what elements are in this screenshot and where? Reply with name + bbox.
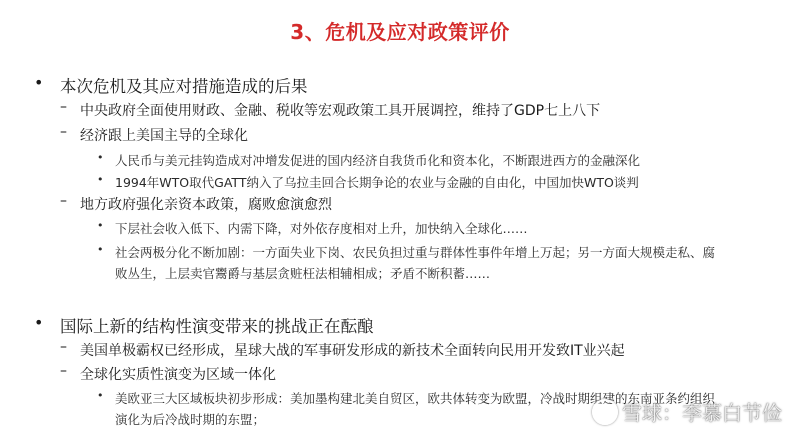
bullet-marker: • [34,73,44,92]
sub-list-item-text-line2: 败丛生，上层卖官鬻爵与基层贪赃枉法相辅相成；矛盾不断积蓄…… [115,266,491,281]
bullet-marker: • [97,389,104,402]
bullet-marker: • [97,219,104,232]
sub-list-item-continuation [115,410,265,428]
section-heading-text: 国际上新的结构性演变带来的挑战正在酝酿 [60,317,374,336]
section-heading-text: 本次危机及其应对措施造成的后果 [60,77,308,96]
sub-list-item [97,173,639,191]
bullet-marker: • [97,173,104,186]
sub-list-item-text: 1994年WTO取代GATT纳入了乌拉圭回合长期争论的农业与金融的自由化，中国加快WTO谈判 [115,175,639,190]
list-item [60,193,332,214]
list-item [60,99,601,120]
snowball-logo-icon [592,399,618,425]
section-heading [34,73,308,97]
list-item [60,339,625,360]
bullet-marker: • [34,313,44,332]
sub-list-item-text: 下层社会收入低下、内需下降，对外依存度相对上升，加快纳入全球化…… [115,221,528,236]
watermark-text: 雪球：李慕白节俭 [622,401,782,425]
bullet-marker: • [97,151,104,164]
bullet-marker: • [97,243,104,256]
sub-list-item-text-line1: 社会两极分化不断加剧：一方面失业下岗、农民负担过重与群体性事件年增上万起；另一方面大规模走私、腐 [115,245,716,260]
list-item [60,124,248,145]
sub-list-item-text-line1: 美欧亚三大区域板块初步形成：美加墨构建北美自贸区，欧共体转变为欧盟，冷战时期组建的东南亚条约组织 [115,391,716,406]
sub-list-item-text: 人民币与美元挂钩造成对冲增发促进的国内经济自我货币化和资本化，不断跟进西方的金融深化 [115,153,641,168]
list-item-text: 地方政府强化亲资本政策，腐败愈演愈烈 [80,197,332,213]
list-item-text: 美国单极霸权已经形成，星球大战的军事研发形成的新技术全面转向民用开发致IT业兴起 [80,343,625,359]
sub-list-item-text-line2: 演化为后冷战时期的东盟； [115,412,266,427]
watermark [592,397,782,426]
sub-list-item [97,219,528,237]
list-item-text: 经济跟上美国主导的全球化 [80,128,248,144]
dash-marker: – [60,363,67,379]
dash-marker: – [60,339,67,355]
sub-list-item [97,151,641,169]
list-item [60,363,276,384]
sub-list-item [97,243,716,261]
list-item-text: 全球化实质性演变为区域一体化 [80,367,276,383]
list-item-text: 中央政府全面使用财政、金融、税收等宏观政策工具开展调控，维持了GDP七上八下 [80,103,601,119]
section-heading [34,313,374,337]
dash-marker: – [60,193,67,209]
sub-list-item-continuation [115,264,490,282]
page-title: 3、危机及应对政策评价 [290,20,510,44]
dash-marker: – [60,99,67,115]
dash-marker: – [60,124,67,140]
